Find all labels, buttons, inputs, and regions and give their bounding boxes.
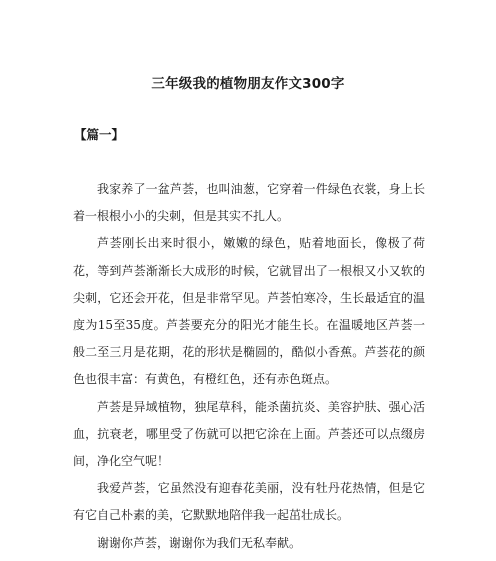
paragraph: 我家养了一盆芦荟，也叫油葱，它穿着一件绿色衣裳，身上长着一根根小小的尖刺，但是其实不扎人。 (73, 182, 425, 224)
page-title: 三年级我的植物朋友作文300字 (151, 76, 345, 92)
paragraph: 谢谢你芦荟，谢谢你为我们无私奉献。 (97, 535, 302, 550)
section-label: 【篇一】 (74, 127, 125, 142)
article-body (73, 176, 425, 557)
paragraph: 我爱芦荟，它虽然没有迎春花美丽，没有牡丹花热情，但是它有它自己朴素的美，它默默地陪伴我一起茁壮成长。 (73, 481, 425, 523)
paragraph: 芦荟刚长出来时很小，嫩嫩的绿色，贴着地面长，像极了荷花，等到芦荟渐渐长大成形的时候，它就冒出了一根根又小又软的尖刺，它还会开花，但是非常罕见。芦荟怕寒冷，生长最适宜的温度为15至35度。芦荟要充分的阳光才能生长。在温暖地区芦荟一般二至三月是花期，花的形状是椭圆的，酷似小香蕉。芦荟花的颜色也很丰富：有黄色，有橙红色，还有赤色斑点。 (73, 236, 425, 387)
paragraph: 芦荟是异域植物，独尾草科，能杀菌抗炎、美容护肤、强心活血，抗衰老，哪里受了伤就可以把它涂在上面。芦荟还可以点缀房间，净化空气呢！ (73, 399, 425, 469)
